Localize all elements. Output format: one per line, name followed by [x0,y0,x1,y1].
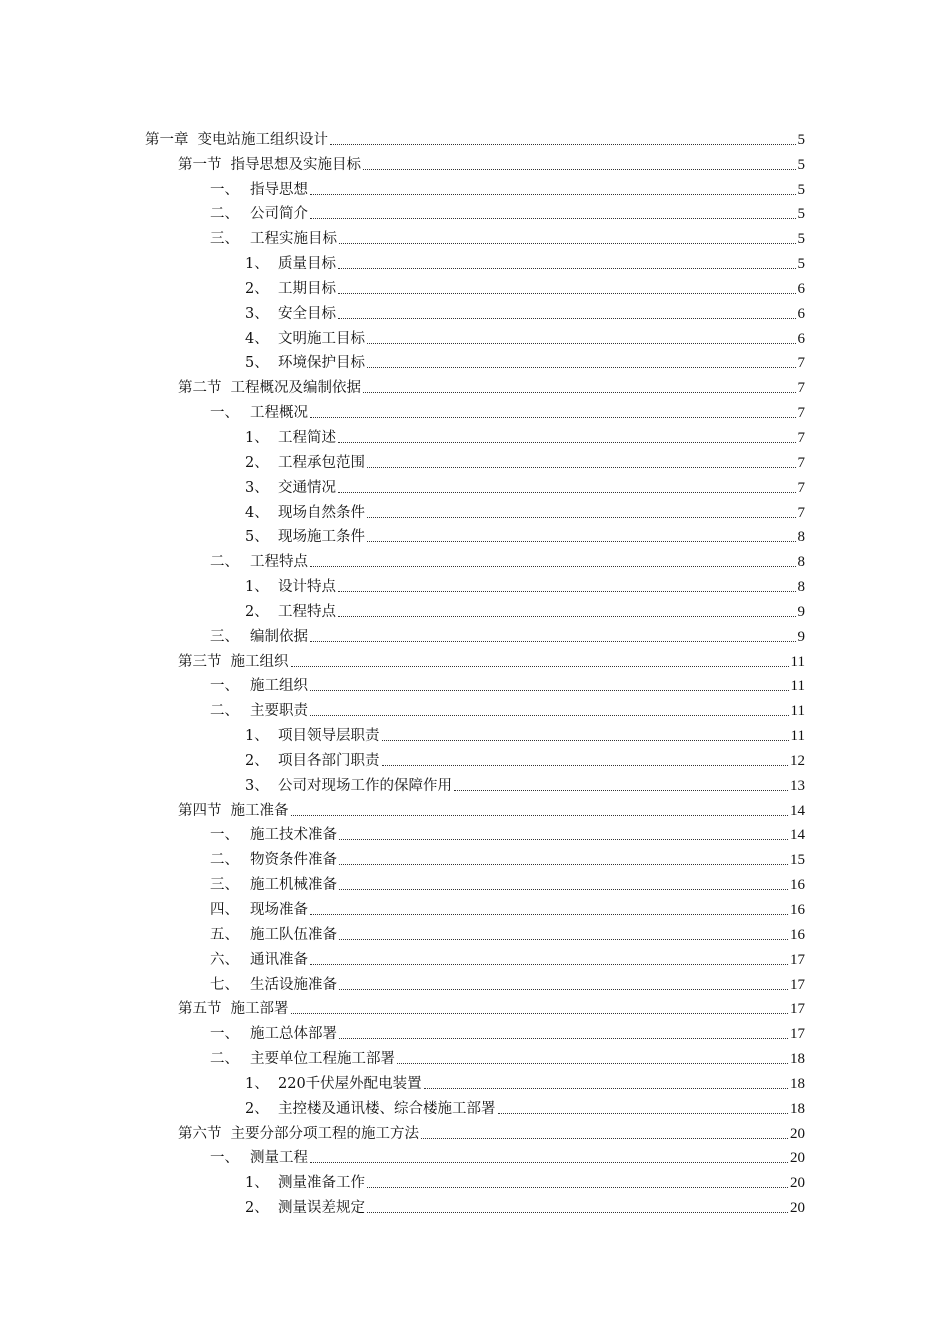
toc-entry-title: 主控楼及通讯楼、综合楼施工部署 [278,1100,496,1117]
toc-entry[interactable] [145,422,805,447]
toc-dot-leader [338,267,796,269]
toc-entry-number: 1、 [245,429,269,446]
toc-entry-page-number: 14 [790,802,805,819]
toc-entry[interactable] [145,844,805,869]
toc-entry-title: 施工组织 [230,653,289,670]
toc-entry-number: 二、 [210,852,239,869]
toc-dot-leader [310,565,796,567]
toc-entry[interactable] [145,248,805,273]
toc-dot-leader [454,789,788,791]
toc-entry[interactable] [145,894,805,919]
toc-entry[interactable] [145,671,805,696]
toc-entry-title: 施工总体部署 [250,1026,337,1043]
toc-entry-title: 工期目标 [278,280,336,297]
toc-dot-leader [339,988,788,990]
toc-entry[interactable] [145,223,805,248]
toc-entry-number: 一、 [210,827,239,844]
toc-entry[interactable] [145,621,805,646]
toc-entry-number: 3、 [245,479,269,496]
toc-entry-page-number: 13 [790,777,805,794]
toc-entry-number: 5、 [245,355,269,372]
toc-entry-title: 公司简介 [250,206,308,223]
toc-entry[interactable] [145,944,805,969]
toc-entry-page-number: 20 [790,1200,805,1217]
toc-entry[interactable] [145,472,805,497]
toc-entry[interactable] [145,695,805,720]
toc-entry-page-number: 9 [797,628,805,645]
toc-entry-title: 工程简述 [278,429,336,446]
toc-dot-leader [339,242,796,244]
toc-entry-number: 1、 [245,728,269,745]
toc-entry-number: 第六节 [178,1125,222,1142]
toc-dot-leader [310,913,788,915]
toc-entry-number: 3、 [245,305,269,322]
toc-entry-page-number: 17 [790,951,805,968]
toc-dot-leader [339,863,788,865]
toc-dot-leader [338,590,796,592]
toc-entry-title: 公司对现场工作的保障作用 [278,777,452,794]
toc-entry-page-number: 6 [797,330,805,347]
toc-entry-number: 2、 [245,1100,269,1117]
toc-entry-number: 1、 [245,579,269,596]
toc-entry-title: 工程实施目标 [250,231,337,248]
toc-entry-page-number: 18 [790,1075,805,1092]
toc-entry-page-number: 7 [797,479,805,496]
toc-entry-page-number: 5 [797,231,805,248]
toc-entry-page-number: 11 [790,728,805,745]
toc-entry-page-number: 5 [797,256,805,273]
toc-entry-number: 四、 [210,902,239,918]
toc-entry-number: 一、 [210,405,239,422]
toc-entry-number: 2、 [245,603,269,620]
toc-dot-leader [367,540,796,542]
toc-entry-number: 第二节 [178,380,222,397]
toc-entry[interactable] [145,199,805,224]
toc-entry-title: 质量目标 [278,256,336,273]
toc-dot-leader [310,689,789,691]
toc-dot-leader [382,739,789,741]
toc-entry-title: 项目领导层职责 [278,728,380,745]
toc-entry-title: 主要单位工程施工部署 [250,1051,395,1068]
toc-entry-title: 测量工程 [250,1150,308,1167]
toc-entry-page-number: 15 [790,852,805,869]
toc-entry[interactable] [145,571,805,596]
toc-entry[interactable] [145,497,805,522]
toc-dot-leader [338,292,796,294]
toc-dot-leader [338,317,796,319]
toc-entry[interactable] [145,1118,805,1143]
toc-entry-page-number: 20 [790,1125,805,1142]
toc-entry-title: 环境保护目标 [278,355,365,372]
toc-entry-page-number: 17 [790,1026,805,1043]
toc-dot-leader [339,838,788,840]
toc-entry-title: 物资条件准备 [250,852,337,869]
toc-entry-page-number: 8 [797,529,805,546]
toc-entry[interactable] [145,546,805,571]
toc-dot-leader [291,814,789,816]
toc-entry-number: 二、 [210,703,239,720]
toc-entry-number: 二、 [210,554,239,571]
toc-entry-page-number: 8 [797,554,805,571]
toc-entry-title: 现场准备 [250,902,308,918]
toc-dot-leader [367,516,796,518]
toc-entry[interactable] [145,795,805,820]
toc-entry-number: 三、 [210,877,239,894]
toc-entry-title: 文明施工目标 [278,330,365,347]
toc-entry-number: 六、 [210,951,239,968]
toc-entry-title: 主要分部分项工程的施工方法 [230,1125,419,1142]
toc-dot-leader [382,764,789,766]
toc-entry-number: 2、 [245,280,269,297]
toc-entry[interactable] [145,820,805,845]
toc-entry-page-number: 17 [790,1001,805,1018]
toc-entry-page-number: 5 [797,131,805,148]
toc-entry-number: 二、 [210,1051,239,1068]
toc-entry-number: 五、 [210,926,239,943]
toc-dot-leader [338,491,796,493]
toc-entry-title: 指导思想及实施目标 [230,156,361,173]
toc-dot-leader [338,441,796,443]
toc-entry[interactable] [145,1018,805,1043]
toc-entry-number: 一、 [210,1026,239,1043]
toc-entry-title: 工程特点 [278,603,336,620]
toc-entry-page-number: 17 [790,976,805,993]
toc-entry[interactable] [145,1068,805,1093]
toc-entry[interactable] [145,372,805,397]
toc-entry[interactable] [145,1093,805,1118]
toc-entry[interactable] [145,323,805,348]
toc-entry-number: 1、 [245,1075,269,1092]
toc-entry-title: 220千伏屋外配电装置 [278,1075,422,1092]
toc-entry-page-number: 5 [797,156,805,173]
toc-entry-title: 施工准备 [230,802,289,819]
toc-dot-leader [310,1161,788,1163]
toc-entry[interactable] [145,1143,805,1168]
toc-entry-page-number: 16 [790,877,805,894]
toc-dot-leader [363,391,796,393]
toc-entry[interactable] [145,869,805,894]
toc-entry[interactable] [145,646,805,671]
toc-entry-title: 施工技术准备 [250,827,337,844]
toc-dot-leader [498,1112,789,1114]
toc-entry-page-number: 18 [790,1100,805,1117]
toc-entry-number: 4、 [245,504,269,521]
toc-entry-page-number: 11 [790,653,805,670]
toc-dot-leader [367,1211,788,1213]
toc-entry-title: 测量准备工作 [278,1175,365,1192]
toc-entry-title: 项目各部门职责 [278,752,380,769]
toc-entry[interactable] [145,1192,805,1217]
toc-entry-title: 施工队伍准备 [250,926,337,943]
toc-dot-leader [339,888,788,890]
toc-entry-title: 工程概况 [250,405,308,422]
toc-entry-title: 变电站施工组织设计 [197,131,328,148]
toc-entry[interactable] [145,124,805,149]
toc-entry-title: 工程概况及编制依据 [230,380,361,397]
toc-entry-number: 第三节 [178,653,222,670]
toc-dot-leader [363,168,796,170]
toc-entry-page-number: 7 [797,429,805,446]
toc-dot-leader [310,963,788,965]
toc-entry-title: 交通情况 [278,479,336,496]
toc-entry-number: 2、 [245,752,269,769]
toc-entry-page-number: 7 [797,454,805,471]
toc-entry[interactable] [145,348,805,373]
toc-entry-number: 二、 [210,206,239,223]
toc-entry-title: 工程承包范围 [278,454,365,471]
toc-entry-title: 生活设施准备 [250,976,337,993]
toc-entry-title: 工程特点 [250,554,308,571]
toc-dot-leader [421,1137,788,1139]
toc-entry-page-number: 11 [790,703,805,720]
toc-entry-number: 三、 [210,628,239,645]
toc-entry-title: 测量误差规定 [278,1200,365,1217]
toc-entry-page-number: 20 [790,1175,805,1192]
toc-entry-page-number: 7 [797,405,805,422]
toc-entry-title: 现场自然条件 [278,504,365,521]
toc-entry-number: 3、 [245,777,269,794]
toc-dot-leader [367,342,796,344]
toc-entry[interactable] [145,770,805,795]
toc-entry-page-number: 9 [797,603,805,620]
toc-entry-number: 4、 [245,330,269,347]
toc-entry-number: 第一章 [145,131,189,148]
toc-entry-title: 通讯准备 [250,951,308,968]
toc-entry[interactable] [145,174,805,199]
toc-dot-leader [397,1062,788,1064]
toc-entry-page-number: 11 [790,678,805,695]
toc-dot-leader [310,193,796,195]
toc-dot-leader [291,1012,789,1014]
toc-entry-page-number: 5 [797,206,805,223]
toc-entry-page-number: 20 [790,1150,805,1167]
toc-entry[interactable] [145,273,805,298]
toc-entry-number: 2、 [245,1200,269,1217]
toc-entry-title: 施工组织 [250,678,308,695]
toc-entry-number: 一、 [210,181,239,198]
toc-dot-leader [424,1087,788,1089]
toc-entry-page-number: 16 [790,902,805,918]
toc-entry-number: 1、 [245,256,269,273]
toc-dot-leader [338,615,796,617]
toc-entry-title: 现场施工条件 [278,529,365,546]
toc-entry[interactable] [145,745,805,770]
toc-entry[interactable] [145,596,805,621]
toc-entry-number: 1、 [245,1175,269,1192]
toc-entry-number: 2、 [245,454,269,471]
toc-entry-number: 一、 [210,1150,239,1167]
toc-entry[interactable] [145,969,805,994]
toc-entry[interactable] [145,720,805,745]
toc-entry-number: 三、 [210,231,239,248]
toc-dot-leader [310,217,796,219]
toc-entry-title: 主要职责 [250,703,308,720]
toc-entry[interactable] [145,397,805,422]
toc-entry[interactable] [145,1167,805,1192]
toc-entry[interactable] [145,1043,805,1068]
toc-entry-number: 七、 [210,976,239,993]
toc-entry[interactable] [145,447,805,472]
toc-entry-title: 施工机械准备 [250,877,337,894]
toc-entry-title: 安全目标 [278,305,336,322]
toc-entry-page-number: 7 [797,380,805,397]
toc-entry-page-number: 5 [797,181,805,198]
toc-entry[interactable] [145,994,805,1019]
toc-dot-leader [330,143,796,145]
table-of-contents [145,124,805,1217]
toc-entry-number: 第一节 [178,156,222,173]
toc-dot-leader [310,640,796,642]
toc-dot-leader [339,938,788,940]
toc-entry-number: 第五节 [178,1001,222,1018]
toc-entry-page-number: 6 [797,305,805,322]
toc-entry-number: 一、 [210,678,239,695]
toc-entry-page-number: 7 [797,504,805,521]
toc-entry-page-number: 7 [797,355,805,372]
toc-dot-leader [291,665,789,667]
toc-entry-page-number: 8 [797,579,805,596]
toc-entry-page-number: 6 [797,280,805,297]
toc-entry-title: 设计特点 [278,579,336,596]
toc-entry-page-number: 16 [790,926,805,943]
toc-entry[interactable] [145,149,805,174]
toc-entry[interactable] [145,522,805,547]
toc-entry-page-number: 18 [790,1051,805,1068]
toc-entry-title: 施工部署 [230,1001,289,1018]
toc-entry-title: 指导思想 [250,181,308,198]
toc-entry-number: 5、 [245,529,269,546]
toc-entry[interactable] [145,298,805,323]
toc-dot-leader [310,714,789,716]
toc-entry-number: 第四节 [178,802,222,819]
toc-entry-title: 编制依据 [250,628,308,645]
toc-entry-page-number: 14 [790,827,805,844]
toc-dot-leader [367,466,796,468]
toc-dot-leader [339,1037,788,1039]
toc-entry[interactable] [145,919,805,944]
toc-entry-page-number: 12 [790,752,805,769]
toc-dot-leader [367,366,796,368]
toc-dot-leader [367,1186,788,1188]
toc-dot-leader [310,416,796,418]
